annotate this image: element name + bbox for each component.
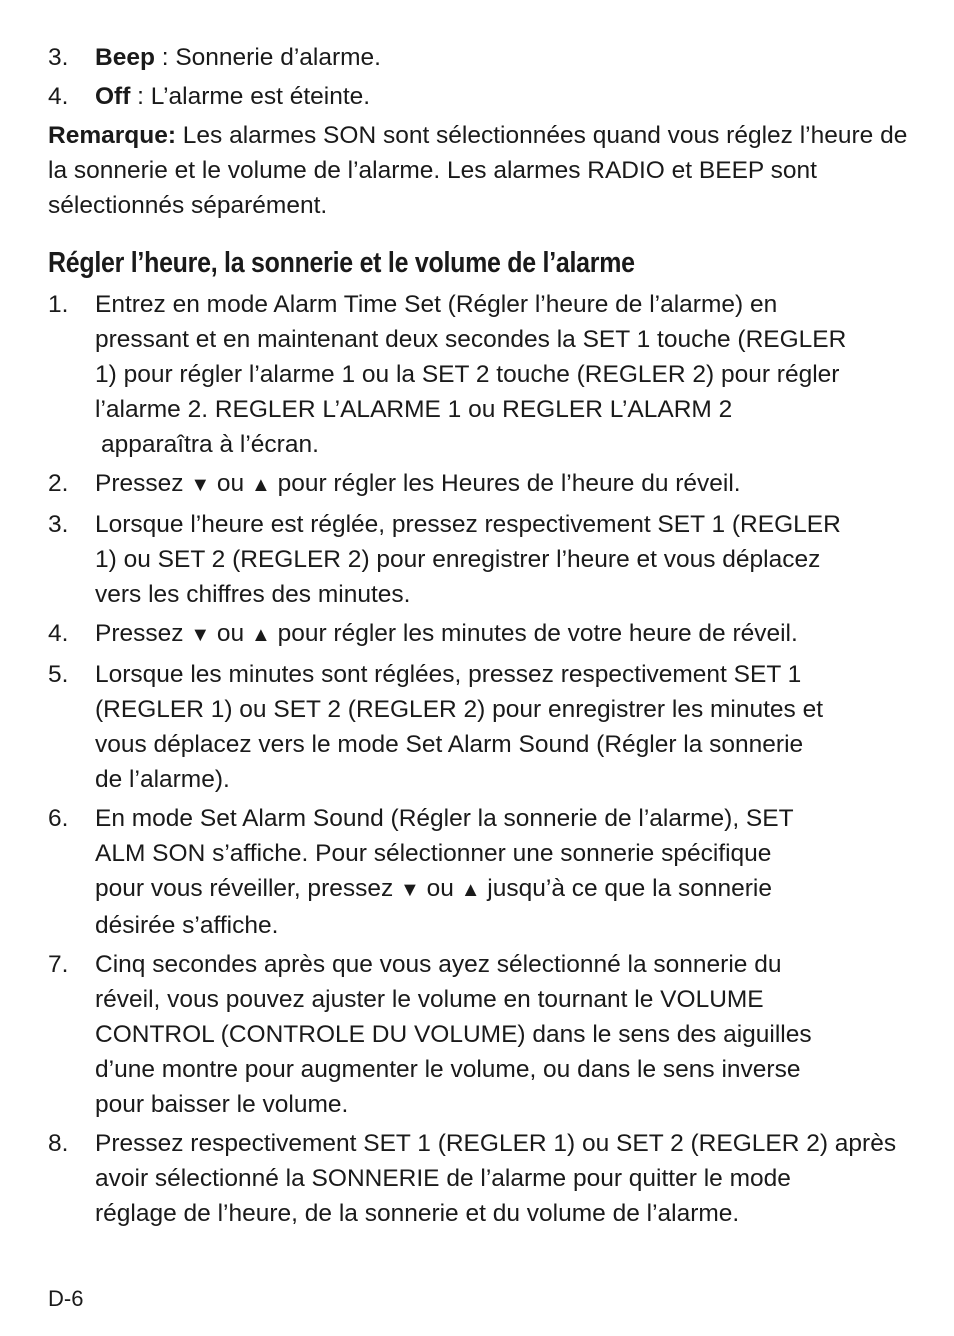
up-arrow-icon: ▲ — [250, 624, 271, 646]
step-line: pour baisser le volume. — [95, 1091, 349, 1118]
step-7 — [48, 947, 910, 1122]
step-line: l’alarme 2. REGLER L’ALARME 1 ou REGLER L’ALARM 2 — [95, 396, 733, 423]
down-arrow-icon: ▼ — [190, 624, 211, 646]
step-line: ALM SON s’affiche. Pour sélectionner une sonnerie spécifique — [95, 840, 772, 867]
step-line: d’une montre pour augmenter le volume, ou dans le sens inverse — [95, 1056, 801, 1083]
list-item — [48, 40, 910, 75]
step-line: désirée s’affiche. — [95, 912, 279, 939]
section-title: Régler l’heure, la sonnerie et le volume de l’alarme — [48, 247, 635, 279]
step-text: Pressez — [95, 620, 191, 647]
mode-list — [48, 40, 910, 114]
remark-text: Les alarmes SON sont sélectionnées quand vous réglez l’heure de la sonnerie et le volume de l’alarme. Les alarmes RADIO et BEEP sont sélectionnés séparément. — [48, 122, 908, 219]
step-text: ou — [419, 875, 461, 902]
step-text: ou — [210, 470, 251, 497]
list-item — [48, 79, 910, 114]
step-line: réveil, vous pouvez ajuster le volume en tournant le VOLUME — [95, 986, 764, 1013]
step-number: 4. — [48, 620, 69, 647]
step-line: Cinq secondes après que vous ayez sélectionné la sonnerie du — [95, 951, 782, 978]
step-text: ou — [210, 620, 251, 647]
step-line: (REGLER 1) ou SET 2 (REGLER 2) pour enregistrer les minutes et — [95, 696, 824, 723]
remark-paragraph — [48, 118, 910, 223]
step-text: Pressez — [95, 470, 191, 497]
step-number: 1. — [48, 291, 69, 318]
step-line: vers les chiffres des minutes. — [95, 581, 411, 608]
step-number: 3. — [48, 511, 69, 538]
step-line: vous déplacez vers le mode Set Alarm Sound (Régler la sonnerie — [95, 731, 804, 758]
step-line: Pressez respectivement SET 1 (REGLER 1) ou SET 2 (REGLER 2) après — [95, 1130, 897, 1157]
step-number: 2. — [48, 470, 69, 497]
step-line: Entrez en mode Alarm Time Set (Régler l’heure de l’alarme) en — [95, 291, 778, 318]
list-number: 3. — [48, 44, 69, 71]
step-number: 5. — [48, 661, 69, 688]
step-line — [95, 871, 910, 908]
step-line: Lorsque l’heure est réglée, pressez respectivement SET 1 (REGLER — [95, 511, 841, 538]
down-arrow-icon: ▼ — [190, 474, 211, 496]
step-line: Lorsque les minutes sont réglées, pressez respectivement SET 1 — [95, 661, 802, 688]
document-page — [48, 40, 910, 1235]
step-line: réglage de l’heure, de la sonnerie et du volume de l’alarme. — [95, 1200, 740, 1227]
remark-label: Remarque: — [48, 122, 176, 149]
page-number: D-6 — [48, 1286, 84, 1311]
list-text: : Sonnerie d’alarme. — [154, 44, 381, 71]
step-6 — [48, 801, 910, 943]
step-line: avoir sélectionné la SONNERIE de l’alarme pour quitter le mode — [95, 1165, 791, 1192]
step-number: 6. — [48, 805, 69, 832]
list-term: Beep — [95, 44, 155, 71]
step-line: apparaîtra à l’écran. — [101, 431, 319, 458]
list-term: Off — [95, 83, 131, 110]
step-number: 7. — [48, 951, 69, 978]
step-text: pour vous réveiller, pressez — [95, 875, 401, 902]
step-text: pour régler les minutes de votre heure de réveil. — [270, 620, 798, 647]
list-number: 4. — [48, 83, 69, 110]
step-line: En mode Set Alarm Sound (Régler la sonnerie de l’alarme), SET — [95, 805, 794, 832]
step-5 — [48, 657, 910, 797]
step-2 — [48, 466, 910, 503]
step-3 — [48, 507, 910, 612]
step-text: jusqu’à ce que la sonnerie — [480, 875, 772, 902]
step-number: 8. — [48, 1130, 69, 1157]
up-arrow-icon: ▲ — [250, 474, 271, 496]
steps-list — [48, 287, 910, 1231]
step-4 — [48, 616, 910, 653]
step-line: de l’alarme). — [95, 766, 230, 793]
step-line: CONTROL (CONTROLE DU VOLUME) dans le sens des aiguilles — [95, 1021, 812, 1048]
up-arrow-icon: ▲ — [460, 879, 481, 901]
step-line: 1) ou SET 2 (REGLER 2) pour enregistrer l’heure et vous déplacez — [95, 546, 821, 573]
step-line: pressant et en maintenant deux secondes la SET 1 touche (REGLER — [95, 326, 847, 353]
step-8 — [48, 1126, 910, 1231]
step-1 — [48, 287, 910, 462]
down-arrow-icon: ▼ — [400, 879, 420, 901]
step-text: pour régler les Heures de l’heure du réveil. — [270, 470, 741, 497]
step-line: 1) pour régler l’alarme 1 ou la SET 2 touche (REGLER 2) pour régler — [95, 361, 840, 388]
list-text: : L’alarme est éteinte. — [130, 83, 371, 110]
